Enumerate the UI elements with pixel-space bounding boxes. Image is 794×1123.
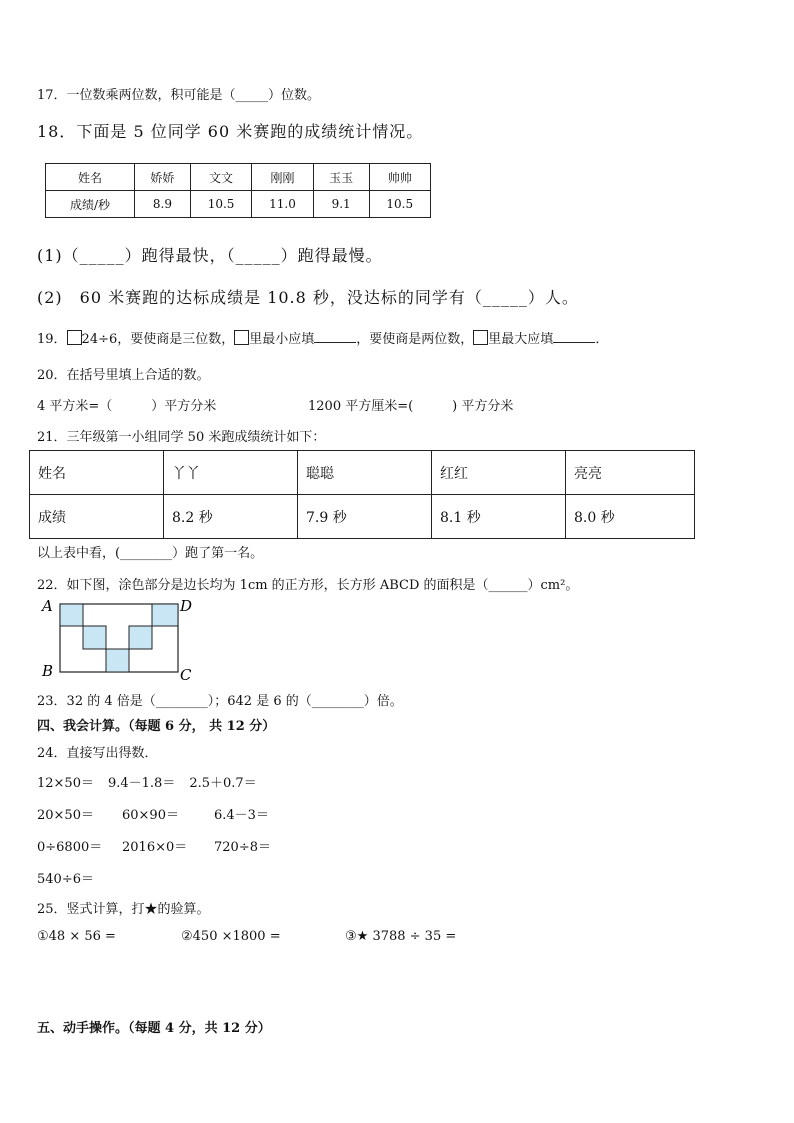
table-cell: 帅帅 — [369, 164, 430, 191]
table-cell: 玉玉 — [313, 164, 369, 191]
answer-blank[interactable] — [314, 342, 356, 343]
question-19 — [37, 328, 608, 347]
calc-item: 60×90＝ — [122, 808, 179, 823]
calc-item: 720÷8＝ — [214, 840, 271, 855]
table-cell: 娇娇 — [135, 164, 191, 191]
table-cell: 文文 — [190, 164, 251, 191]
shaded-square — [106, 649, 129, 672]
table-cell: 8.2 秒 — [164, 495, 298, 539]
question-25-title: 25．竖式计算，打★的验算。 — [37, 902, 210, 917]
table-row — [30, 451, 695, 495]
table-cell: 10.5 — [190, 191, 251, 218]
table-cell: 姓名 — [30, 451, 164, 495]
calc-item: 9.4－1.8＝ — [107, 776, 176, 791]
table-row — [46, 164, 431, 191]
table-cell: 聪聪 — [298, 451, 432, 495]
calc-item: 2016×0＝ — [122, 840, 188, 855]
calc-item: 540÷6＝ — [37, 872, 94, 887]
question-text: 里最大应填 — [488, 332, 554, 347]
shaded-square — [83, 626, 106, 649]
vertex-label-c: C — [180, 666, 192, 684]
rectangle-abcd-figure — [36, 594, 206, 684]
table-cell: 8.1 秒 — [432, 495, 566, 539]
answer-blank[interactable] — [553, 342, 595, 343]
vertex-label-a: A — [42, 597, 53, 615]
table-cell: 亮亮 — [566, 451, 695, 495]
shaded-square — [152, 604, 178, 626]
question-number: 19． — [37, 332, 67, 347]
question-17: 17．一位数乘两位数，积可能是（_____）位数。 — [37, 88, 321, 103]
table-cell: 11.0 — [252, 191, 313, 218]
table-cell: 8.0 秒 — [566, 495, 695, 539]
vertex-label-b: B — [42, 662, 54, 680]
square-box-icon — [67, 330, 82, 345]
section-4-heading: 四、我会计算。（每题 6 分， 共 12 分） — [37, 719, 276, 734]
calc-row — [37, 772, 257, 791]
table-q18 — [45, 163, 431, 218]
question-23: 23．32 的 4 倍是（________）；642 是 6 的（________）倍。 — [37, 694, 403, 709]
square-box-icon — [234, 330, 249, 345]
question-20-title: 20．在括号里填上合适的数。 — [37, 368, 210, 383]
question-24-title: 24．直接写出得数． — [37, 746, 158, 761]
square-box-icon — [473, 330, 488, 345]
table-row — [46, 191, 431, 218]
vertex-label-d: D — [180, 597, 193, 615]
question-21-after: 以上表中看，(________）跑了第一名。 — [37, 546, 264, 561]
table-cell: 刚刚 — [252, 164, 313, 191]
question-18-sub1: (1)（_____）跑得最快，（_____）跑得最慢。 — [37, 246, 383, 265]
calc-item: 20×50＝ — [37, 808, 94, 823]
question-20-b: 1200 平方厘米=( ) 平方分米 — [308, 399, 514, 414]
question-text: 24÷6，要使商是三位数， — [81, 332, 235, 347]
question-18-sub2: (2) 60 米赛跑的达标成绩是 10.8 秒，没达标的同学有（_____）人。 — [37, 288, 579, 307]
vertical-calc-item: ③★ 3788 ÷ 35 = — [345, 929, 457, 944]
calc-item: 12×50＝ — [37, 776, 94, 791]
table-cell: 8.9 — [135, 191, 191, 218]
section-5-heading: 五、动手操作。（每题 4 分，共 12 分） — [37, 1021, 271, 1036]
question-20-a: 4 平方米=（ ）平方分米 — [37, 399, 217, 414]
calc-item: 0÷6800＝ — [37, 840, 103, 855]
table-cell: 丫丫 — [164, 451, 298, 495]
question-text: 里最小应填 — [249, 332, 315, 347]
table-row — [30, 495, 695, 539]
calc-item: 2.5＋0.7＝ — [189, 776, 257, 791]
table-cell: 姓名 — [46, 164, 135, 191]
calc-row — [37, 804, 94, 823]
table-cell: 成绩/秒 — [46, 191, 135, 218]
question-text: ，要使商是两位数， — [356, 332, 474, 347]
table-cell: 红红 — [432, 451, 566, 495]
calc-item: 6.4－3＝ — [214, 808, 269, 823]
shaded-square — [60, 604, 83, 626]
question-21-title: 21．三年级第一小组同学 50 米跑成绩统计如下： — [37, 430, 326, 445]
vertical-calc-item: ①48 × 56 = — [37, 929, 116, 944]
table-cell: 7.9 秒 — [298, 495, 432, 539]
question-text: ． — [595, 332, 609, 347]
table-cell: 10.5 — [369, 191, 430, 218]
table-q21 — [29, 450, 695, 539]
shaded-square — [129, 626, 152, 649]
vertical-calc-item: ②450 ×1800 = — [181, 929, 281, 944]
table-cell: 成绩 — [30, 495, 164, 539]
question-18-title: 18．下面是 5 位同学 60 米赛跑的成绩统计情况。 — [37, 122, 424, 141]
question-22: 22．如下图，涂色部分是边长均为 1cm 的正方形，长方形 ABCD 的面积是（______）cm²。 — [37, 578, 579, 593]
table-cell: 9.1 — [313, 191, 369, 218]
